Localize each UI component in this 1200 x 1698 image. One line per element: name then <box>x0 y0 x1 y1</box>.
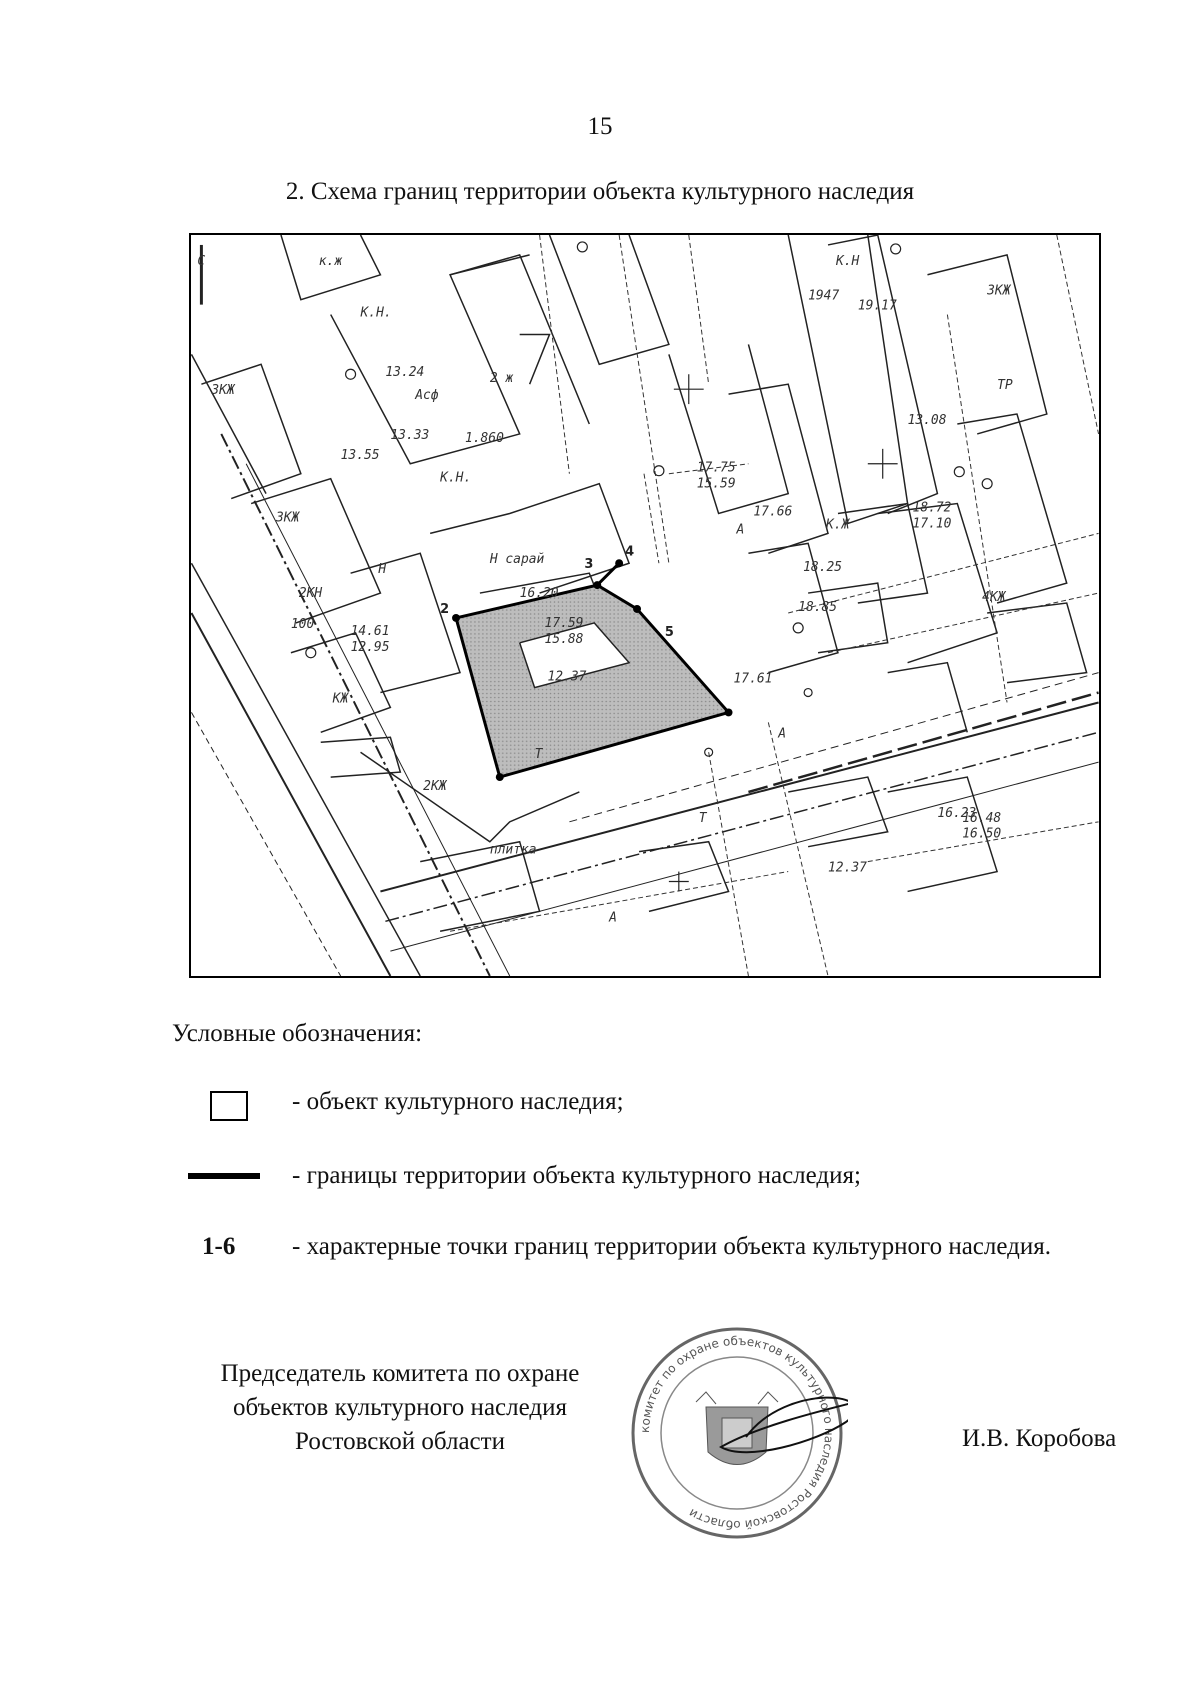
map-label: 4КЖ <box>982 590 1006 606</box>
map-label: 18.72 <box>912 500 952 516</box>
map-label: 12.37 <box>547 669 587 685</box>
map-label: А <box>609 910 617 926</box>
map-label: К.Ж <box>826 517 850 533</box>
map-label: Т <box>534 747 543 763</box>
map-label: ТР <box>997 378 1013 394</box>
map-label: 3КЖ <box>987 283 1011 299</box>
map-label: 17.66 <box>753 504 793 520</box>
map-label: 1.860 <box>464 430 504 446</box>
map-label: 13.33 <box>390 427 430 443</box>
square-outline-icon <box>172 1085 276 1125</box>
map-label: 2КЖ <box>423 779 447 795</box>
map-label: 2КН <box>298 586 323 602</box>
map-label: 2 ж <box>489 371 514 387</box>
map-label: 18.25 <box>803 560 843 576</box>
map-label: Н сарай <box>489 552 545 568</box>
map-label: 16.50 <box>962 826 1002 842</box>
map-label: КЖ <box>332 691 349 707</box>
map-label: К.Н <box>835 253 860 269</box>
map-label: 19.17 <box>857 298 897 314</box>
map-label: 16.23 <box>937 805 977 821</box>
map-drawing <box>191 235 1099 976</box>
point-label: 5 <box>664 624 674 640</box>
map-label: плитка <box>489 842 537 858</box>
map-label: Н <box>378 562 387 578</box>
map-label: 17.10 <box>912 516 952 532</box>
map-label: 17.75 <box>696 460 736 476</box>
boundary-segment <box>597 563 619 585</box>
map-label: 13.55 <box>340 447 380 463</box>
point-label: 3 <box>584 557 594 573</box>
map-label: 13.24 <box>385 365 425 381</box>
point-label: 2 <box>440 601 450 617</box>
signer-name: И.В. Коробова <box>962 1425 1117 1452</box>
map-label: 12.37 <box>828 860 867 876</box>
map-label: К.Н. <box>440 470 472 486</box>
map-label: С <box>197 253 206 269</box>
document-title: 2. Схема границ территории объекта культурного наследия <box>285 178 915 205</box>
map-label: 16.20 <box>519 586 559 602</box>
legend-text: - характерные точки границ территории объекта культурного наследия. <box>292 1233 1051 1260</box>
map-label: Т <box>698 810 707 826</box>
cadastral-map <box>189 233 1101 978</box>
legend-item-boundary-line <box>172 1159 1120 1219</box>
official-seal <box>626 1322 848 1544</box>
map-label: 13.08 <box>907 412 947 428</box>
map-label: 14.61 <box>350 623 390 639</box>
map-label: 3КЖ <box>275 510 300 526</box>
map-label: 16.48 <box>962 810 1002 826</box>
points-range-label: 1-6 <box>202 1233 236 1260</box>
map-label: 3КЖ <box>211 383 235 399</box>
map-label: А <box>778 726 787 742</box>
point-label: 4 <box>625 544 635 560</box>
map-label: А <box>736 522 745 538</box>
map-label: 100 <box>290 616 315 632</box>
heritage-territory-polygon <box>456 585 729 777</box>
seal-text: комитет по охране объектов культурного наследия Ростовской области <box>637 1333 837 1533</box>
legend-text: - объект культурного наследия; <box>292 1088 624 1115</box>
map-label: 18.85 <box>798 599 838 615</box>
legend-heading: Условные обозначения: <box>172 1020 423 1047</box>
legend-item-heritage-object <box>172 1085 1120 1145</box>
legend-text: - границы территории объекта культурного наследия; <box>292 1162 861 1189</box>
thick-line-icon <box>172 1159 276 1199</box>
map-label: к.ж <box>318 253 343 269</box>
map-label: 12.95 <box>350 639 390 655</box>
map-label: 1947 <box>808 288 840 304</box>
map-label: Асф <box>415 388 439 404</box>
grid-crosses <box>201 245 897 892</box>
map-label: 15.59 <box>696 476 736 492</box>
map-label: 15.88 <box>544 631 584 647</box>
signer-position: Председатель комитета по охране объектов культурного наследия Ростовской области <box>220 1360 580 1455</box>
legend-item-boundary-points <box>172 1230 1120 1305</box>
page-number: 15 <box>587 113 613 140</box>
building-outlines <box>201 235 1086 931</box>
map-label: 17.61 <box>733 671 773 687</box>
map-label: 17.59 <box>544 615 584 631</box>
map-label: К.Н. <box>360 305 392 321</box>
